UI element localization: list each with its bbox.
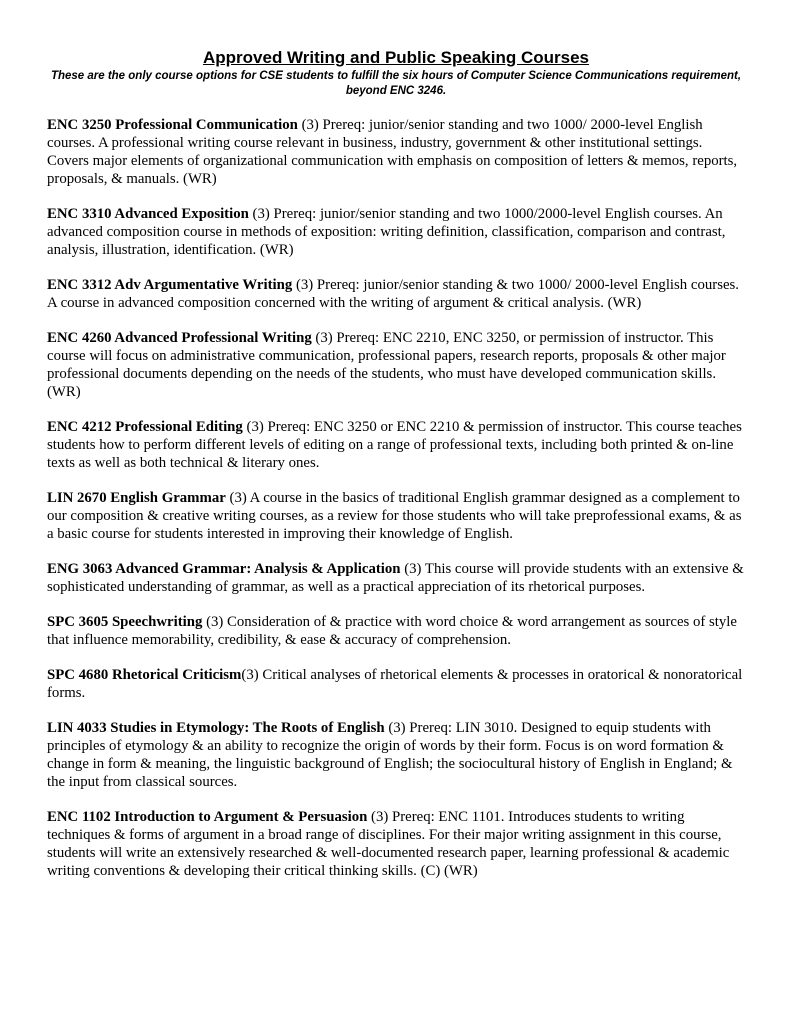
course-spc-4680 [47, 666, 745, 702]
course-enc-4260 [47, 329, 745, 401]
course-description: (3) Prereq: ENC 1101. Introduces students to writing techniques & forms of argument in a broad range of disciplines. For their major writing assignment in this course, students will write an extensively researched & well-documented research paper, learning professional & academic writing conventions & developing their critical thinking skills. (C) (WR) [47, 809, 730, 879]
course-description: (3) Prereq: ENC 3250 or ENC 2210 & permission of instructor. This course teaches students how to perform different levels of editing on a range of professional texts, including both printed & on-line texts as well as both technical & literary ones. [47, 419, 742, 471]
course-description: (3) Prereq: junior/senior standing and two 1000/2000-level English courses. An advanced composition course in methods of exposition: writing definition, classification, comparison and contrast, analysis, illustration, identification. (WR) [47, 206, 726, 258]
course-heading: ENC 4260 Advanced Professional Writing [47, 330, 312, 346]
course-heading: ENC 3310 Advanced Exposition [47, 206, 249, 222]
course-description: (3) Consideration of & practice with word choice & word arrangement as sources of style that influence memorability, credibility, & ease & accuracy of comprehension. [47, 614, 737, 648]
course-heading: LIN 2670 English Grammar [47, 490, 226, 506]
course-lin-2670 [47, 489, 745, 543]
course-list [47, 116, 745, 880]
course-enc-3312 [47, 276, 745, 312]
course-eng-3063 [47, 560, 745, 596]
course-heading: LIN 4033 Studies in Etymology: The Roots of English [47, 720, 385, 736]
course-description: (3) Prereq: ENC 2210, ENC 3250, or permission of instructor. This course will focus on administrative communication, professional papers, research reports, proposals & other major professional documents depending on the needs of the students, who must have developed communication skills. (WR) [47, 330, 726, 400]
page-subtitle: These are the only course options for CSE students to fulfill the six hours of Computer Science Communications requirement, beyond ENC 3246. [50, 70, 742, 97]
course-spc-3605 [47, 613, 745, 649]
page-title: Approved Writing and Public Speaking Courses [202, 48, 590, 67]
course-heading: ENC 4212 Professional Editing [47, 419, 243, 435]
course-enc-4212 [47, 418, 745, 472]
course-description: (3) Critical analyses of rhetorical elements & processes in oratorical & nonoratorical forms. [47, 667, 743, 701]
course-description: (3) Prereq: junior/senior standing and two 1000/ 2000-level English courses. A professional writing course relevant in business, industry, government & other institutional settings. Covers major elements of organizational communication with emphasis on composition of letters & memos, reports, proposals, & manuals. (WR) [47, 117, 738, 187]
course-description: (3) Prereq: junior/senior standing & two 1000/ 2000-level English courses. A course in advanced composition concerned with the writing of argument & critical analysis. (WR) [47, 277, 739, 311]
course-enc-1102 [47, 808, 745, 880]
course-description: (3) A course in the basics of traditional English grammar designed as a complement to our composition & creative writing courses, as a review for those students who will take preprofessional exams, & as a basic course for students interested in improving their knowledge of English. [47, 490, 742, 542]
course-description: (3) This course will provide students with an extensive & sophisticated understanding of grammar, as well as a practical appreciation of its rhetorical purposes. [47, 561, 744, 595]
course-heading: ENC 1102 Introduction to Argument & Persuasion [47, 809, 368, 825]
course-lin-4033 [47, 719, 745, 791]
course-heading: SPC 4680 Rhetorical Criticism [47, 667, 242, 683]
course-heading: ENG 3063 Advanced Grammar: Analysis & Application [47, 561, 401, 577]
course-description: (3) Prereq: LIN 3010. Designed to equip students with principles of etymology & an ability to recognize the origin of words by their form. Focus is on word formation & change in form & meaning, the linguistic background of English; the sociocultural history of English in England; & the input from classical sources. [47, 720, 733, 790]
course-enc-3310 [47, 205, 745, 259]
course-heading: ENC 3312 Adv Argumentative Writing [47, 277, 293, 293]
course-heading: SPC 3605 Speechwriting [47, 614, 203, 630]
course-enc-3250 [47, 116, 745, 188]
course-heading: ENC 3250 Professional Communication [47, 117, 298, 133]
